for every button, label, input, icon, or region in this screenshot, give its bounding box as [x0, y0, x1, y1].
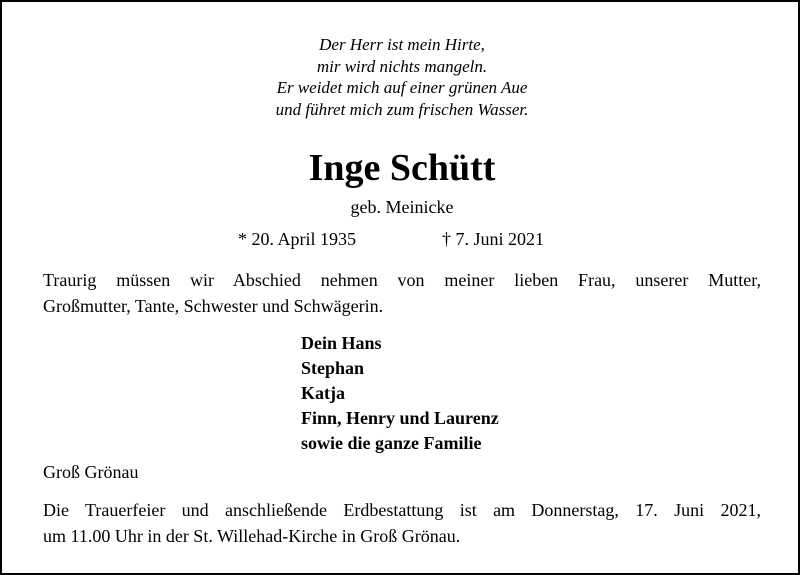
funeral-line: um 11.00 Uhr in der St. Willehad-Kirche in Groß Grönau.: [43, 526, 461, 546]
funeral-line: Die Trauerfeier und anschließende Erdbestattung ist am Donnerstag, 17. Juni 2021,: [43, 500, 761, 520]
signer: Dein Hans: [301, 333, 382, 353]
signers-list: [301, 331, 499, 456]
signer: Finn, Henry und Laurenz: [301, 408, 499, 428]
verse-line: und führet mich zum frischen Wasser.: [275, 99, 529, 119]
mourning-line: Traurig müssen wir Abschied nehmen von meiner lieben Frau, unserer Mutter,: [43, 270, 761, 290]
maiden-name: geb. Meinicke: [350, 197, 454, 217]
signer: Katja: [301, 383, 345, 403]
signer: sowie die ganze Familie: [301, 433, 482, 453]
verse-line: mir wird nichts mangeln.: [316, 56, 488, 76]
deceased-name: Inge Schütt: [308, 147, 496, 189]
bible-verse: [2, 34, 800, 120]
mourning-line: Großmutter, Tante, Schwester und Schwägerin.: [43, 296, 384, 316]
verse-line: Der Herr ist mein Hirte,: [319, 35, 485, 54]
mourning-text: [43, 267, 761, 319]
verse-line: Er weidet mich auf einer grünen Aue: [276, 78, 528, 97]
funeral-notice: [43, 497, 761, 549]
birth-date: * 20. April 1935: [238, 229, 357, 249]
place-name: Groß Grönau: [43, 462, 139, 482]
death-date: † 7. Juni 2021: [442, 229, 545, 249]
signer: Stephan: [301, 358, 365, 378]
